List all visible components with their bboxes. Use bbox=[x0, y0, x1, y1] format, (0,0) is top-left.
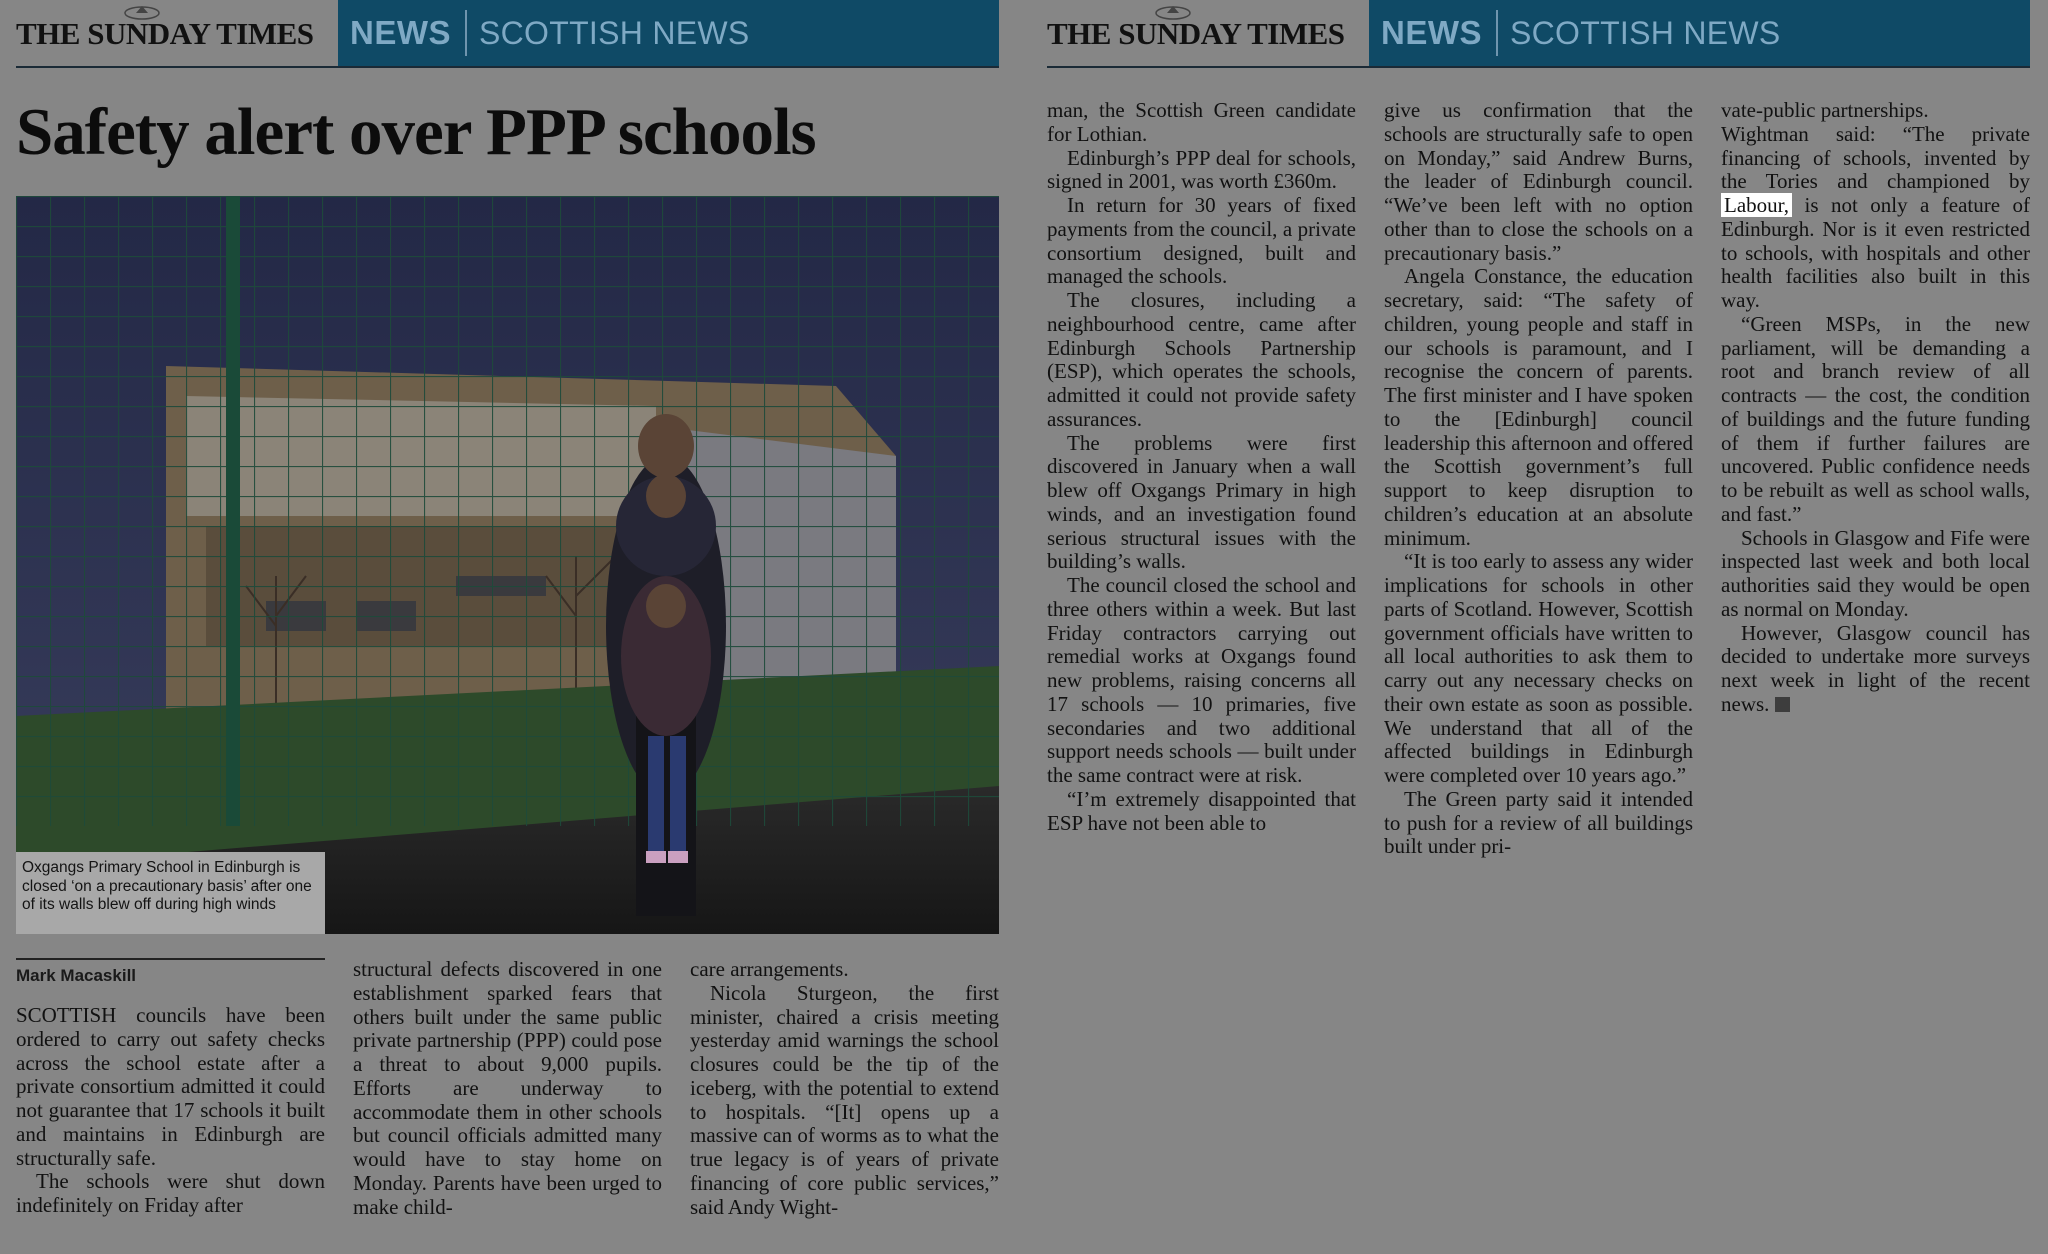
section-label: NEWS bbox=[1381, 14, 1482, 51]
brand-name: THE SUNDAY TIMES bbox=[16, 16, 314, 51]
masthead bbox=[1047, 0, 2030, 68]
paragraph: care arrangements. bbox=[690, 957, 849, 981]
section-divider bbox=[1496, 10, 1498, 56]
paragraph-text: However, Glasgow council has decided to undertake more surveys next week in light of the recent news. bbox=[1721, 620, 2030, 716]
section-bar bbox=[338, 0, 999, 66]
crest-icon bbox=[122, 4, 162, 20]
photo-caption: Oxgangs Primary School in Edinburgh is closed ‘on a precautionary basis’ after one of its walls blew off during high winds bbox=[16, 852, 325, 934]
end-mark-icon bbox=[1775, 697, 1790, 712]
paragraph: man, the Scottish Green candidate for Lothian. bbox=[1047, 98, 1356, 146]
byline-rule bbox=[16, 958, 325, 960]
paragraph-text: Wightman said: “The private financing of schools, invented by the Tories and championed by bbox=[1721, 121, 2030, 194]
paragraph-text: is not only a feature of Edinburgh. Nor is it even restricted to schools, with hospitals and other health facilities also built in this way. bbox=[1721, 193, 2031, 312]
paragraph: Schools in Glasgow and Fife were inspected last week and both local authorities said they would be open as normal on Monday. bbox=[1721, 525, 2030, 621]
paragraph: “Green MSPs, in the new parliament, will be demanding a root and branch review of all contracts — the cost, the condition of buildings and the future funding of them if further failures are uncovered. Public confidence needs to be rebuilt as well as school walls, and fast.” bbox=[1721, 311, 2030, 526]
paragraph: structural defects discovered in one establishment sparked fears that others built under the same public private partnership (PPP) could pose a threat to about 9,000 pupils. Efforts are underway to accommodate them in other schools but council officials admitted many would have to stay home on Monday. Parents have been urged to make child- bbox=[353, 957, 662, 1219]
paragraph: Angela Constance, the education secretary, said: “The safety of children, young people and staff in our schools is paramount, and I recognise the concern of parents. The first minister and I have spoken to the [Edinburgh] council leadership this afternoon and offered the Scottish government’s full support to keep disruption to children’s education at an absolute minimum. bbox=[1384, 264, 1693, 550]
school-fence-photo bbox=[16, 196, 999, 934]
section-bar bbox=[1369, 0, 2030, 66]
paragraph: SCOTTISH councils have been ordered to carry out safety checks across the school estate after a private consortium admitted it could not guarantee that 17 schools it built and maintains in Edinburgh are structurally safe. bbox=[16, 1003, 325, 1170]
paragraph: Nicola Sturgeon, the first minister, chaired a crisis meeting yesterday amid warnings the school closures could be the tip of the iceberg, with the potential to extend to hospitals. “[It] opens up a massive can of worms as to what the true legacy is of years of private financing of core public services,” said Andy Wight- bbox=[690, 980, 999, 1219]
left-page bbox=[16, 0, 999, 1254]
article-photo bbox=[16, 196, 999, 934]
article-column-4 bbox=[1047, 99, 1356, 835]
section-divider bbox=[465, 10, 467, 56]
highlighted-word[interactable]: Labour, bbox=[1721, 193, 1792, 217]
section-label: NEWS bbox=[350, 14, 451, 51]
article-column-2 bbox=[353, 958, 662, 1219]
right-page bbox=[1047, 0, 2030, 1254]
subsection-label: SCOTTISH NEWS bbox=[479, 14, 750, 51]
article-column-3 bbox=[690, 958, 999, 1219]
paragraph: “I’m extremely disappointed that ESP have not been able to bbox=[1047, 786, 1356, 835]
crest-icon bbox=[1153, 4, 1193, 20]
article-column-1 bbox=[16, 1004, 325, 1218]
paragraph bbox=[1721, 622, 2030, 717]
masthead bbox=[16, 0, 999, 68]
paragraph: The problems were first discovered in January when a wall blew off Oxgangs Primary in high winds, and an investigation found serious structural issues with the building’s walls. bbox=[1047, 430, 1356, 574]
paragraph: “It is too early to assess any wider implications for schools in other parts of Scotland. However, Scottish government officials have written to all local authorities to ask them to carry out any necessary checks on their own estate as soon as possible. We understand that all of the affected buildings in Edinburgh were completed over 10 years ago.” bbox=[1384, 549, 1693, 787]
byline: Mark Macaskill bbox=[16, 966, 137, 985]
brand-name: THE SUNDAY TIMES bbox=[1047, 16, 1345, 51]
brand-logo bbox=[1047, 0, 1369, 66]
article-column-5 bbox=[1384, 99, 1693, 859]
headline: Safety alert over PPP schools bbox=[16, 95, 816, 169]
article-column-6 bbox=[1721, 99, 2030, 717]
paragraph: The closures, including a neighbourhood centre, came after Edinburgh Schools Partnership (ESP), which operates the schools, admitted it could not provide safety assurances. bbox=[1047, 288, 1356, 431]
paragraph: give us confirmation that the schools are structurally safe to open on Monday,” said Andrew Burns, the leader of Edinburgh council. “We’ve been left with no option other than to close the schools on a precautionary basis.” bbox=[1384, 98, 1693, 265]
brand-logo bbox=[16, 0, 338, 66]
paragraph bbox=[1721, 123, 2030, 313]
paragraph: vate-public partnerships. bbox=[1721, 98, 1929, 122]
paragraph: The council closed the school and three others within a week. But last Friday contractors carrying out remedial works at Oxgangs found new problems, raising concerns all 17 schools — 10 primaries, five secondaries and two additional support needs schools — built under the same contract were at risk. bbox=[1047, 573, 1356, 787]
paragraph: Edinburgh’s PPP deal for schools, signed in 2001, was worth £360m. bbox=[1047, 145, 1356, 194]
paragraph: The Green party said it intended to push for a review of all buildings built under pri- bbox=[1384, 786, 1693, 859]
subsection-label: SCOTTISH NEWS bbox=[1510, 14, 1781, 51]
paragraph: In return for 30 years of fixed payments from the council, a private consortium designed, built and managed the schools. bbox=[1047, 193, 1356, 289]
paragraph: The schools were shut down indefinitely on Friday after bbox=[16, 1169, 325, 1217]
